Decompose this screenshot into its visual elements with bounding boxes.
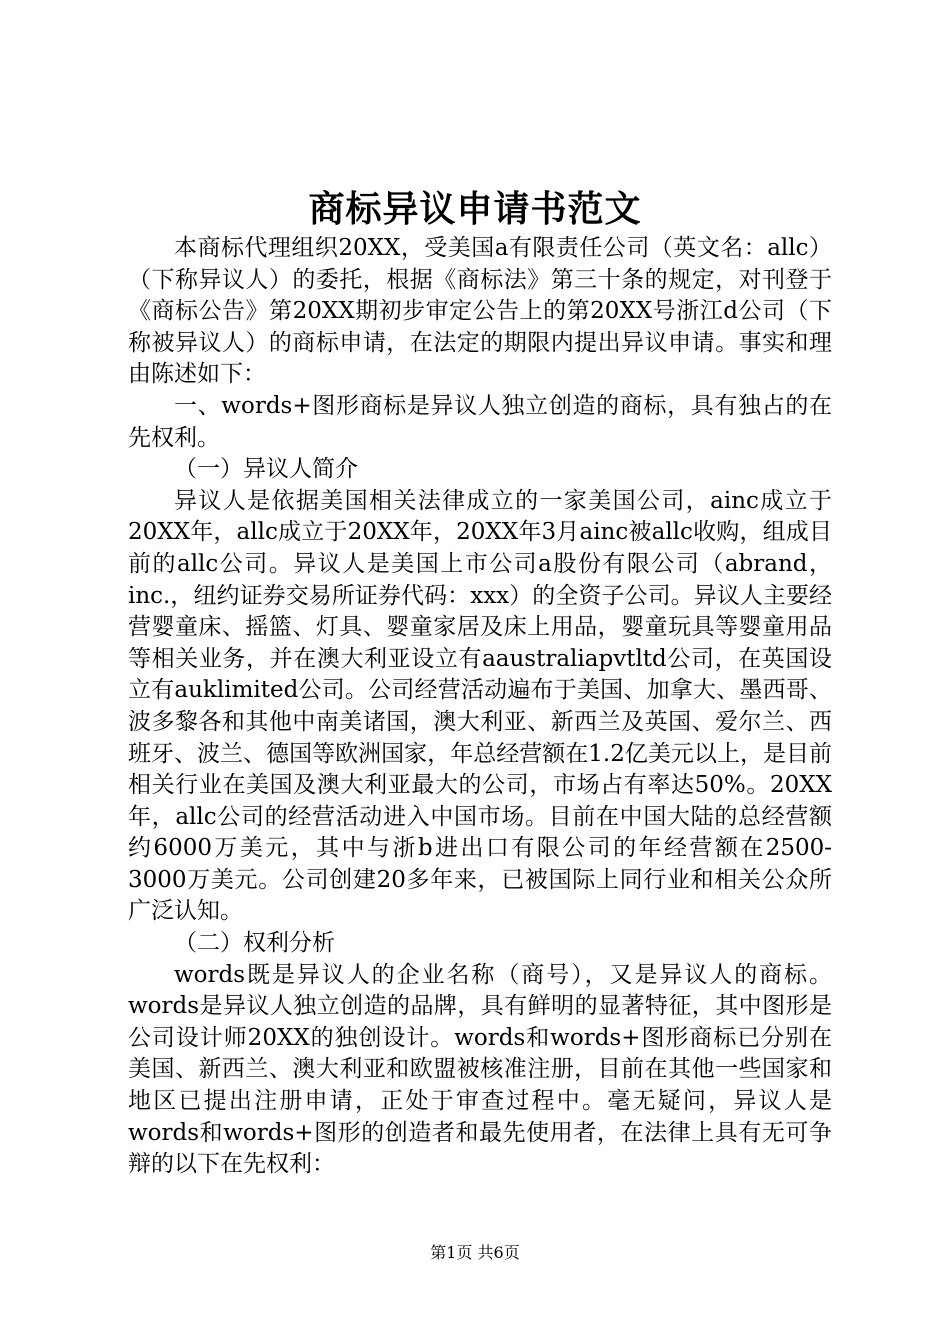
rights-paragraph: words既是异议人的企业名称（商号），又是异议人的商标。words是异议人独立创造的品牌，具有鲜明的显著特征，其中图形是公司设计师20XX的独创设计。words和words+图形商标已分别在美国、新西兰、澳大利亚和欧盟被核准注册，目前在其他一些国家和地区已提出注册申请，正处于审查过程中。毫无疑问，异议人是words和words+图形的创造者和最先使用者，在法律上具有无可争辩的以下在先权利： — [128, 961, 832, 1178]
subsection-heading-1: （一）异议人简介 — [174, 456, 358, 483]
profile-paragraph: 异议人是依据美国相关法律成立的一家美国公司，ainc成立于20XX年，allc成立于20XX年，20XX年3月ainc被allc收购，组成目前的allc公司。异议人是美国上市公司a股份有限公司（abrand，inc.，纽约证券交易所证券代码：xxx）的全资子公司。异议人主要经营婴童床、摇篮、灯具、婴童家居及床上用品，婴童玩具等婴童用品等相关业务，并在澳大利亚设立有aaustraliapvtltd公司，在英国设立有auklimited公司。公司经营活动遍布于美国、加拿大、墨西哥、波多黎各和其他中南美诸国，澳大利亚、新西兰及英国、爱尔兰、西班牙、波兰、德国等欧洲国家，年总经营额在1.2亿美元以上，是目前相关行业在美国及澳大利亚最大的公司，市场占有率达50%。20XX年，allc公司的经营活动进入中国市场。目前在中国大陆的总经营额约6000万美元，其中与浙b进出口有限公司的年经营额在2500-3000万美元。公司创建20多年来，已被国际上同行业和相关公众所广泛认知。 — [128, 487, 832, 925]
document-title: 商标异议申请书范文 — [308, 188, 642, 230]
intro-paragraph: 本商标代理组织20XX，受美国a有限责任公司（英文名：allc）（下称异议人）的委托，根据《商标法》第三十条的规定，对刊登于《商标公告》第20XX期初步审定公告上的第20XX号浙江d公司（下称被异议人）的商标申请，在法定的期限内提出异议申请。事实和理由陈述如下： — [128, 235, 832, 388]
subsection-heading-2: （二）权利分析 — [174, 930, 335, 957]
page-footer: 第1页 共6页 — [430, 1243, 520, 1262]
document-body — [128, 233, 832, 1181]
section-heading-1: 一、words+图形商标是异议人独立创造的商标，具有独占的在先权利。 — [128, 392, 832, 451]
